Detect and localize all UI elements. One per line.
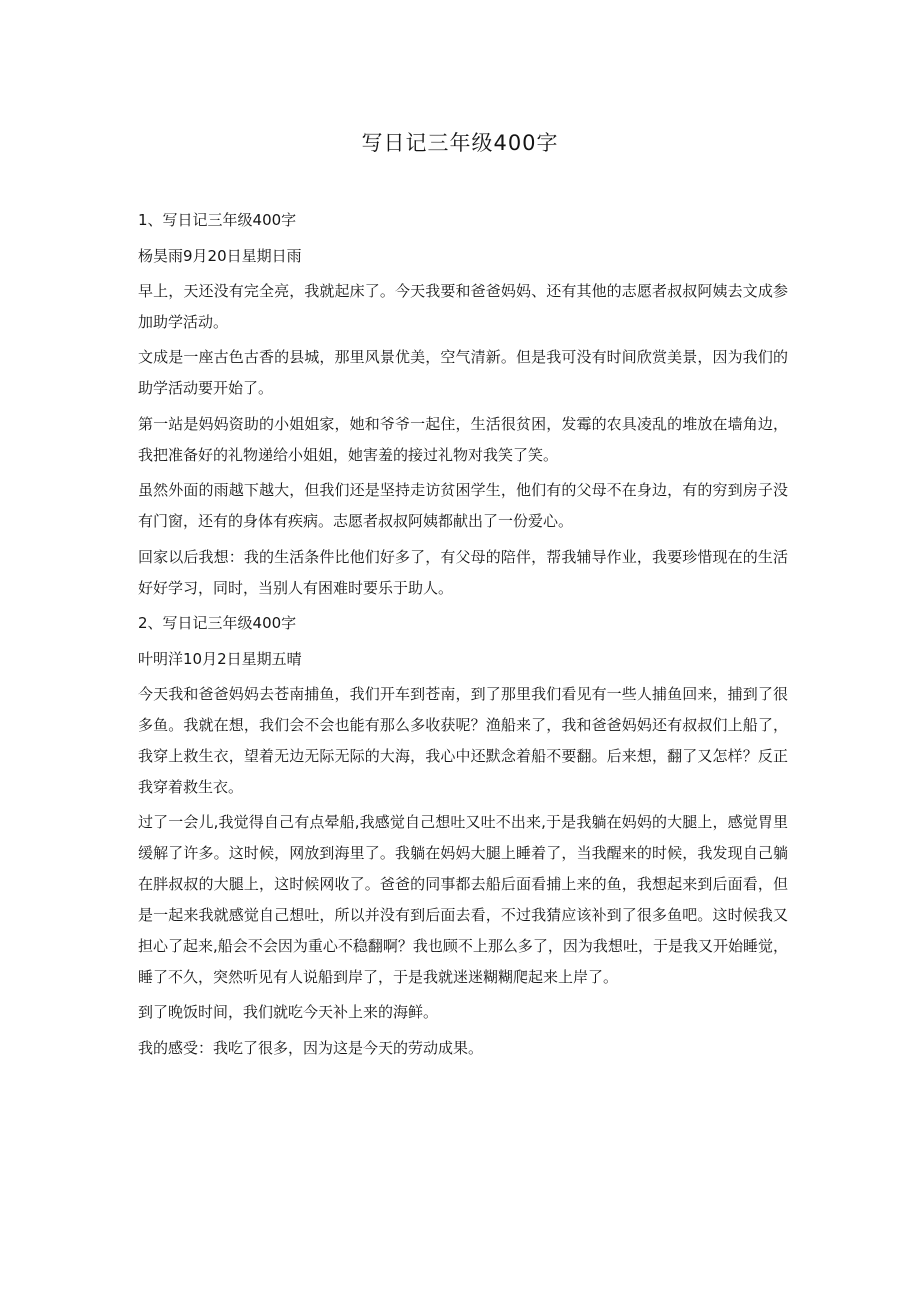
paragraph: 回家以后我想：我的生活条件比他们好多了，有父母的陪伴，帮我辅导作业，我要珍惜现在的生活好好学习，同时，当别人有困难时要乐于助人。 bbox=[138, 547, 788, 597]
paragraph: 到了晚饭时间，我们就吃今天补上来的海鲜。 bbox=[138, 1003, 439, 1022]
paragraph: 今天我和爸爸妈妈去苍南捕鱼，我们开车到苍南，到了那里我们看见有一些人捕鱼回来，捕到了很多鱼。我就在想，我们会不会也能有那么多收获呢？渔船来了，我和爸爸妈妈还有叔叔们上船了，我穿上救生衣，望着无边无际无际的大海，我心中还默念着船不要翻。后来想，翻了又怎样？反正我穿着救生衣。 bbox=[138, 685, 788, 796]
paragraph: 过了一会儿,我觉得自己有点晕船,我感觉自己想吐又吐不出来,于是我躺在妈妈的大腿上，感觉胃里缓解了许多。这时候，网放到海里了。我躺在妈妈大腿上睡着了，当我醒来的时候，我发现自己躺在胖叔叔的大腿上，这时候网收了。爸爸的同事都去船后面看捕上来的鱼，我想起来到后面看，但是一起来我就感觉自己想吐，所以并没有到后面去看，不过我猜应该补到了很多鱼吧。这时候我又担心了起来,船会不会因为重心不稳翻啊？我也顾不上那么多了，因为我想吐，于是我又开始睡觉，睡了不久，突然听见有人说船到岸了，于是我就迷迷糊糊爬起来上岸了。 bbox=[138, 813, 788, 986]
paragraph: 虽然外面的雨越下越大，但我们还是坚持走访贫困学生，他们有的父母不在身边，有的穷到房子没有门窗，还有的身体有疾病。志愿者叔叔阿姨都献出了一份爱心。 bbox=[138, 481, 788, 531]
paragraph: 早上，天还没有完全亮，我就起床了。今天我要和爸爸妈妈、还有其他的志愿者叔叔阿姨去文成参加助学活动。 bbox=[138, 282, 788, 331]
document-title: 写日记三年级400字 bbox=[361, 131, 559, 155]
section-heading-2: 2、写日记三年级400字 bbox=[138, 614, 297, 633]
paragraph: 我的感受：我吃了很多，因为这是今天的劳动成果。 bbox=[138, 1038, 484, 1057]
paragraph: 第一站是妈妈资助的小姐姐家，她和爷爷一起住，生活很贫困，发霉的农具凌乱的堆放在墙角边，我把准备好的礼物递给小姐姐，她害羞的接过礼物对我笑了笑。 bbox=[138, 414, 788, 464]
section-heading-1: 1、写日记三年级400字 bbox=[138, 211, 297, 229]
diary-date-line-1: 杨昊雨9月20日星期日雨 bbox=[138, 246, 302, 265]
document-body bbox=[138, 205, 788, 1068]
paragraph: 文成是一座古色古香的县城，那里风景优美，空气清新。但是我可没有时间欣赏美景，因为我们的助学活动要开始了。 bbox=[138, 348, 788, 398]
diary-date-line-2: 叶明洋10月2日星期五晴 bbox=[138, 649, 302, 668]
